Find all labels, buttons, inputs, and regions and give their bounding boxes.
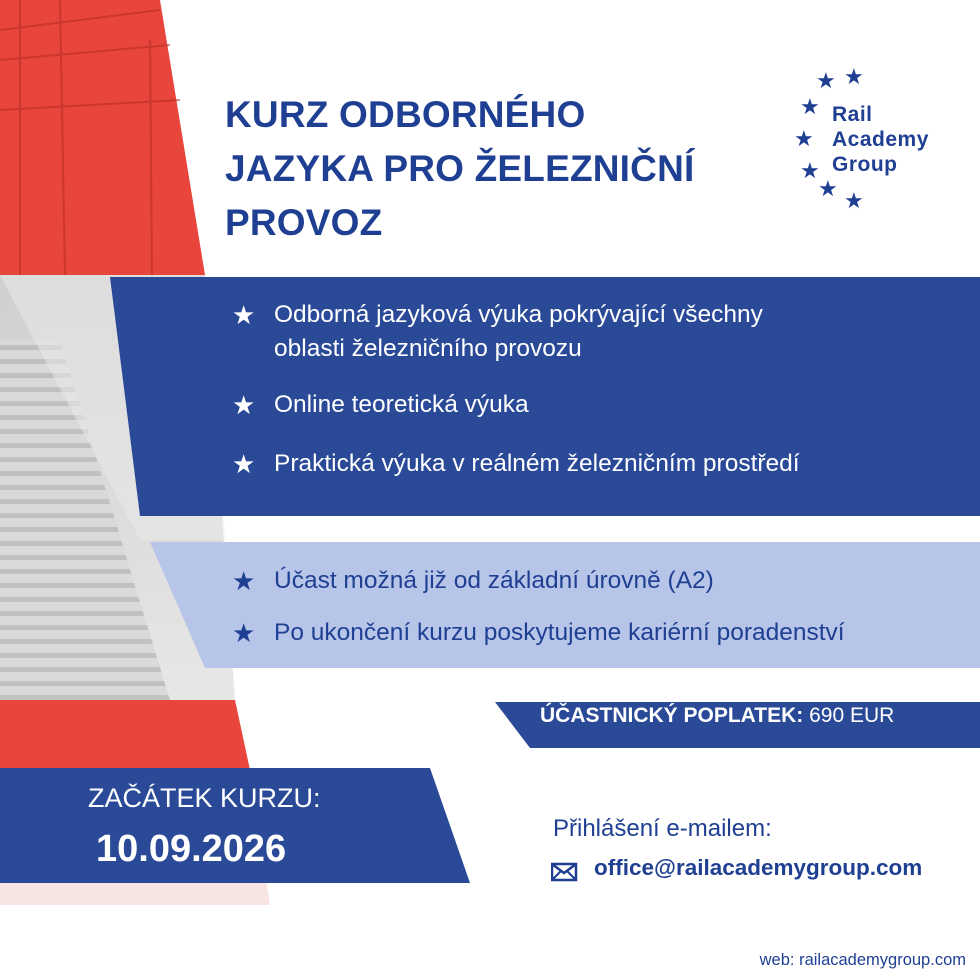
red-photo-panel-top <box>0 0 205 275</box>
logo-wordmark <box>832 102 929 177</box>
logo-line-1: Rail <box>832 103 873 126</box>
course-title <box>225 88 805 250</box>
logo-star-icon: ★ <box>844 64 864 89</box>
start-label: ZAČÁTEK KURZU: <box>88 783 321 813</box>
features-list <box>232 298 952 481</box>
feature-item <box>232 447 952 481</box>
star-bullet-icon: ★ <box>232 390 256 420</box>
benefit-text: Po ukončení kurzu poskytujeme kariérní poradenství <box>274 619 845 646</box>
registration-label: Přihlášení e-mailem: <box>553 815 772 842</box>
benefit-text: Účast možná již od základní úrovně (A2) <box>274 567 714 594</box>
logo-star-icon: ★ <box>818 176 838 201</box>
star-bullet-icon: ★ <box>232 449 256 479</box>
logo-line-2: Academy <box>832 128 929 151</box>
website-link[interactable]: web: railacademygroup.com <box>759 951 966 969</box>
benefits-list <box>232 564 952 650</box>
fee-label: ÚČASTNICKÝ POPLATEK: <box>540 704 804 727</box>
participation-fee <box>540 704 980 728</box>
feature-item <box>232 298 952 366</box>
feature-text: Online teoretická výuka <box>274 391 529 418</box>
star-bullet-icon: ★ <box>232 300 256 330</box>
benefit-item <box>232 616 952 650</box>
start-date: 10.09.2026 <box>96 828 287 870</box>
title-line-3: PROVOZ <box>225 202 383 243</box>
feature-text: oblasti železničního provozu <box>274 335 582 362</box>
logo-star-icon: ★ <box>800 94 820 119</box>
title-line-1: KURZ ODBORNÉHO <box>225 94 586 135</box>
logo-line-3: Group <box>832 153 898 176</box>
logo-star-icon: ★ <box>800 158 820 183</box>
red-photo-panel-bottom <box>0 700 250 770</box>
logo-star-icon: ★ <box>844 188 864 213</box>
logo-star-icon: ★ <box>816 68 836 93</box>
title-line-2: JAZYKA PRO ŽELEZNIČNÍ <box>225 148 695 189</box>
rail-academy-group-logo <box>790 66 970 216</box>
benefit-item <box>232 564 952 598</box>
feature-item <box>232 388 952 422</box>
feature-text: Odborná jazyková výuka pokrývající všechny <box>274 301 763 328</box>
star-bullet-icon: ★ <box>232 566 256 596</box>
star-bullet-icon: ★ <box>232 618 256 648</box>
logo-star-icon: ★ <box>794 126 814 151</box>
fee-value: 690 EUR <box>809 704 895 727</box>
envelope-icon <box>551 862 579 882</box>
email-link[interactable]: office@railacademygroup.com <box>594 855 923 880</box>
feature-text: Praktická výuka v reálném železničním prostředí <box>274 450 800 477</box>
